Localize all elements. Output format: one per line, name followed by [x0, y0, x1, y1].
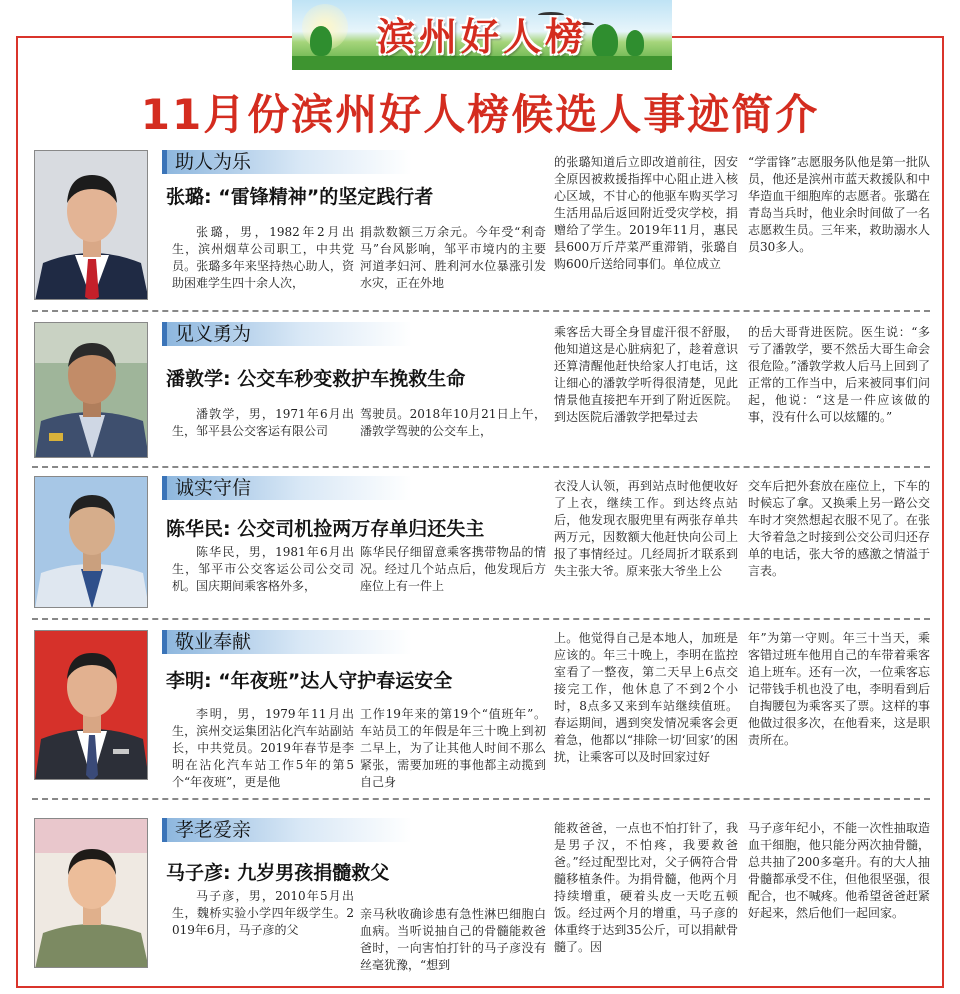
portrait-photo [34, 630, 148, 780]
story-column-4: 年”为第一守则。年三十当天，乘客错过班车他用自己的车带着乘客追上班车。还有一次，一位乘客忘记带钱手机也没了电，李明看到后自掏腰包为乘客买了票。这样的事他做过很多次，在他看来，这是职责所在。 [748, 631, 930, 747]
category-tag: 诚实守信 [162, 476, 412, 500]
section-divider [32, 466, 930, 468]
section-divider [32, 798, 930, 800]
category-tag: 见义勇为 [162, 322, 412, 346]
category-tag: 敬业奉献 [162, 630, 412, 654]
story-column-1: 陈华民，男，1981年6月出生，邹平市公交客运公司公交司机。国庆期间乘客格外多， [172, 545, 354, 593]
portrait-photo [34, 150, 148, 300]
story-column-2: 驾驶员。2018年10月21日上午，潘敦学驾驶的公交车上， [360, 407, 546, 438]
category-tag: 孝老爱亲 [162, 818, 412, 842]
portrait-illustration [35, 151, 148, 300]
story-column-2: 捐款数额三万余元。今年受“利奇马”台风影响，邹平市境内的主要河道孝妇河、胜利河水位暴涨引发水灾，正在外地 [360, 225, 546, 290]
entry-title: 张璐: “雷锋精神”的坚定践行者 [166, 186, 434, 208]
portrait-illustration [35, 819, 148, 968]
portrait-photo [34, 476, 148, 608]
entry-pan-dunxue [24, 318, 936, 462]
story-column-3: 衣没人认领，再到站点时他便收好了上衣，继续工作。到达终点站后，他发现衣服兜里有两张存单共两万元，因数额大他赶快向公司上报了事情经过。几经周折才联系到失主张大爷。原来张大爷坐上公 [554, 479, 738, 578]
story-column-4: 的岳大哥背进医院。医生说：“多亏了潘敦学，要不然岳大哥生命会很危险。”潘敦学救人后马上回到了正常的工作当中，后来被同事们问起，他说：“这是一件应该做的事，没有什么可以炫耀的。” [748, 325, 930, 424]
entry-li-ming [24, 626, 936, 794]
portrait-illustration [35, 477, 148, 608]
entry-title: 潘敦学: 公交车秒变救护车挽救生命 [166, 368, 466, 390]
entry-title: 马子彦: 九岁男孩捐髓救父 [166, 862, 390, 884]
entry-chen-huamin [24, 472, 936, 614]
story-column-1: 马子彦，男，2010年5月出生，魏桥实验小学四年级学生。2019年6月，马子彦的父 [172, 889, 354, 937]
portrait-illustration [35, 631, 148, 780]
story-column-4: “学雷锋”志愿服务队他是第一批队员，他还是滨州市蓝天救援队和中华造血干细胞库的志愿者。张璐在青岛当兵时，他业余时间做了一名志愿救生员。三年来，救助溺水人员30多人。 [748, 155, 930, 254]
story-column-1: 张璐，男，1982年2月出生，滨州烟草公司职工，中共党员。张璐多年来坚持热心助人，资助困难学生四十余人次， [172, 225, 354, 290]
portrait-illustration [35, 323, 148, 458]
story-column-3: 上。他觉得自己是本地人，加班是应该的。年三十晚上，李明在监控室看了一整夜，第二天早上6点交接完工作，他休息了不到2个小时，8点多又来到车站继续值班。春运期间，遇到突发情况乘客会更着急，他都以“排除一切‘回家’的困扰，让乘客可以及时回家过好 [554, 631, 738, 764]
story-column-1: 潘敦学，男，1971年6月出生，邹平县公交客运有限公司 [172, 407, 354, 438]
portrait-photo [34, 818, 148, 968]
story-column-3: 乘客岳大哥全身冒虚汗很不舒服，他知道这是心脏病犯了，趁着意识还算清醒他赶快给家人打电话，这让细心的潘敦学听得很清楚，见此情景他直接把车开到了附近医院。到达医院后潘敦学把晕过去 [554, 325, 738, 424]
masthead-banner [292, 0, 672, 70]
entry-zhang-lu [24, 146, 936, 304]
story-column-2: 工作19年来的第19个“值班年”。车站员工的年假是年三十晚上到初二早上，为了让其他人时间不那么紧张，需要加班的事他都主动揽到自己身 [360, 707, 546, 789]
story-column-4: 马子彦年纪小，不能一次性抽取造血干细胞，他只能分两次抽骨髓，总共抽了200多毫升。有的大人抽骨髓都承受不住，但他很坚强，很配合，也不喊疼。他希望爸爸赶紧好起来，然后他们一起回家。 [748, 821, 930, 920]
entry-ma-ziyan [24, 814, 936, 982]
section-divider [32, 618, 930, 620]
story-column-2: 陈华民仔细留意乘客携带物品的情况。经过几个站点后，他发现后方座位上有一件上 [360, 545, 546, 593]
entry-title: 陈华民: 公交司机捡两万存单归还失主 [166, 518, 485, 540]
page-headline: 11月份滨州好人榜候选人事迹简介 [140, 90, 820, 139]
story-column-2: 亲马秋收确诊患有急性淋巴细胞白血病。当听说抽自己的骨髓能救爸爸时，一向害怕打针的马子彦没有丝毫犹豫，“想到 [360, 907, 546, 972]
story-column-3: 能救爸爸，一点也不怕打针了，我是男子汉，不怕疼，我要救爸爸。”经过配型比对，父子俩符合骨髓移植条件。为捐骨髓，他两个月持续增重，硬着头皮一天吃五顿饭。经过两个月的增重，马子彦的体重终于达到35公斤，可以捐献骨髓了。因 [554, 821, 738, 954]
portrait-photo [34, 322, 148, 458]
section-divider [32, 310, 930, 312]
entry-title: 李明: “年夜班”达人守护春运安全 [166, 670, 453, 692]
story-column-4: 交车后把外套放在座位上，下车的时候忘了拿。又换乘上另一路公交车时才突然想起衣服不见了。在张大爷着急之时接到公交公司归还存单的电话，张大爷的感激之情溢于言表。 [748, 479, 930, 578]
banner-title: 滨州好人榜 [376, 15, 587, 59]
story-column-1: 李明，男，1979年11月出生，滨州交运集团沾化汽车站副站长，中共党员。2019年春节是李明在沾化汽车站工作5年的第5个“年夜班”，更是他 [172, 707, 354, 789]
category-tag: 助人为乐 [162, 150, 412, 174]
story-column-3: 的张璐知道后立即改道前往，因安全原因被救援指挥中心阻止进入核心区域，不甘心的他驱车购买学习生活用品后返回附近受灾学校，捐赠给了学生。2019年11月，惠民县600万斤芹菜严重滞销，张璐自购600斤送给同事们。单位成立 [554, 155, 738, 271]
